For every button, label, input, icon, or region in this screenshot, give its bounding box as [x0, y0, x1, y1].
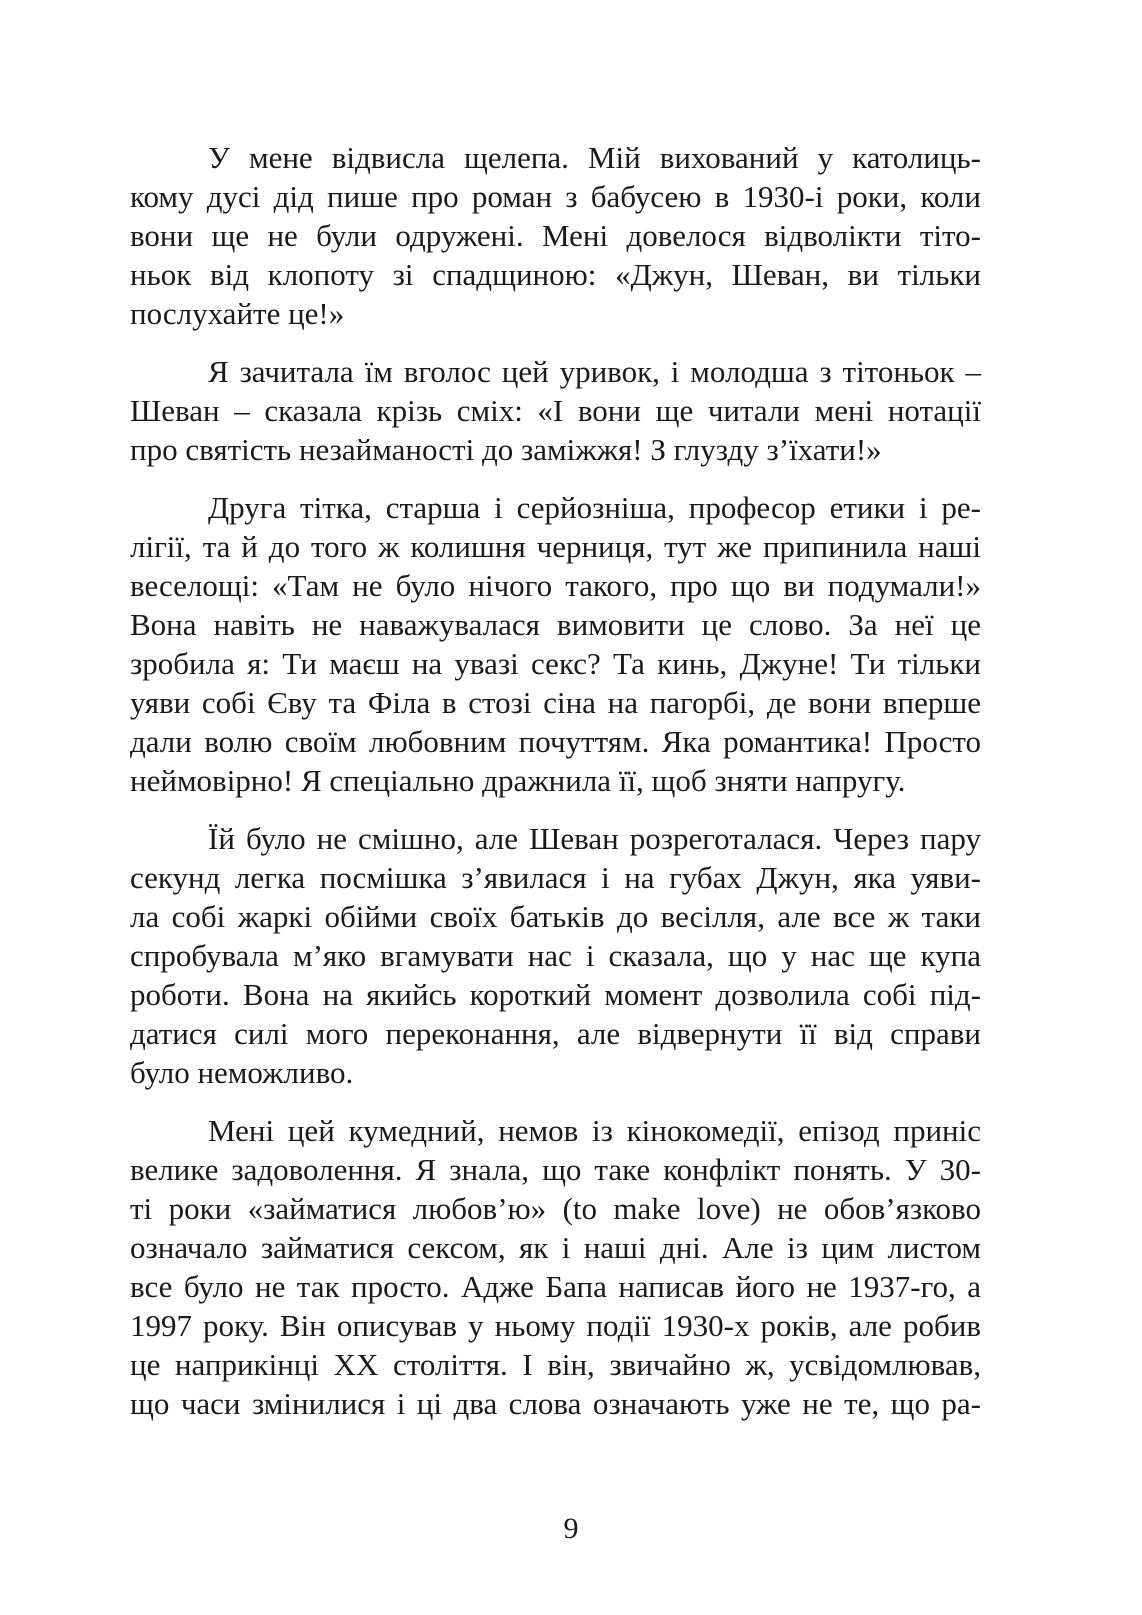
text-line: роботи. Вона на якийсь короткий момент дозволила собі під-: [130, 977, 981, 1012]
text-line: означало займатися сексом, як і наші дні. Але із цим листом: [130, 1230, 981, 1265]
text-line: неймовірно! Я спеціально дражнила її, щоб зняти напругу.: [130, 763, 906, 798]
body-text: [130, 138, 981, 1442]
text-line: це наприкінці XX століття. І він, звичайно ж, усвідомлював,: [130, 1347, 981, 1382]
page-number: 9: [563, 1512, 579, 1545]
text-line: датися силі мого переконання, але відвернути її від справи: [130, 1016, 981, 1051]
paragraph-3: [130, 488, 981, 800]
text-line: Друга тітка, старша і серйозніша, професор етики і ре-: [208, 490, 981, 525]
text-line: дали волю своїм любовним почуттям. Яка романтика! Просто: [130, 724, 981, 759]
text-line: уяви собі Єву та Філа в стозі сіна на пагорбі, де вони вперше: [130, 685, 981, 720]
text-line: вони ще не були одружені. Мені довелося відволікти тіто-: [130, 218, 981, 253]
text-line: було неможливо.: [130, 1055, 354, 1090]
text-line: зробила я: Ти маєш на увазі секс? Та кинь, Джуне! Ти тільки: [130, 646, 981, 681]
text-line: Я зачитала їм вголос цей уривок, і молодша з тітоньок –: [208, 354, 981, 389]
text-line: У мене відвисла щелепа. Мій вихований у католиць-: [208, 140, 981, 175]
paragraph-1: [130, 138, 981, 333]
text-line: послухайте це!»: [130, 296, 345, 331]
text-line: все було не так просто. Адже Бапа написав його не 1937-го, а: [130, 1269, 981, 1304]
text-line: ті роки «займатися любов’ю» (to make love) не обов’язково: [130, 1191, 981, 1226]
text-line: спробувала м’яко вгамувати нас і сказала, що у нас ще купа: [130, 938, 981, 973]
text-line: лігії, та й до того ж колишня черниця, тут же припинила наші: [130, 529, 981, 564]
text-line: ньок від клопоту зі спадщиною: «Джун, Шеван, ви тільки: [130, 257, 981, 292]
text-line: Шеван – сказала крізь сміх: «І вони ще читали мені нотації: [130, 393, 981, 428]
text-line: 1997 року. Він описував у ньому події 1930-х років, але робив: [130, 1308, 981, 1343]
text-line: про святість незайманості до заміжжя! З глузду з’їхати!»: [130, 432, 882, 467]
text-line: велике задоволення. Я знала, що таке конфлікт понять. У 30-: [130, 1152, 981, 1187]
paragraph-2: [130, 352, 981, 469]
text-line: ла собі жаркі обійми своїх батьків до весілля, але все ж таки: [130, 899, 981, 934]
text-line: веселощі: «Там не було нічого такого, про що ви подумали!»: [130, 568, 981, 603]
paragraph-5: [130, 1111, 981, 1423]
text-line: що часи змінилися і ці два слова означають уже не те, що ра-: [130, 1386, 981, 1421]
text-line: кому дусі дід пише про роман з бабусею в 1930-і роки, коли: [130, 179, 981, 214]
text-line: Їй було не смішно, але Шеван розреготалася. Через пару: [208, 821, 981, 856]
text-line: Мені цей кумедний, немов із кінокомедії, епізод приніс: [208, 1113, 981, 1148]
text-line: секунд легка посмішка з’явилася і на губах Джун, яка уяви-: [130, 860, 981, 895]
text-line: Вона навіть не наважувалася вимовити це слово. За неї це: [130, 607, 981, 642]
paragraph-4: [130, 819, 981, 1092]
